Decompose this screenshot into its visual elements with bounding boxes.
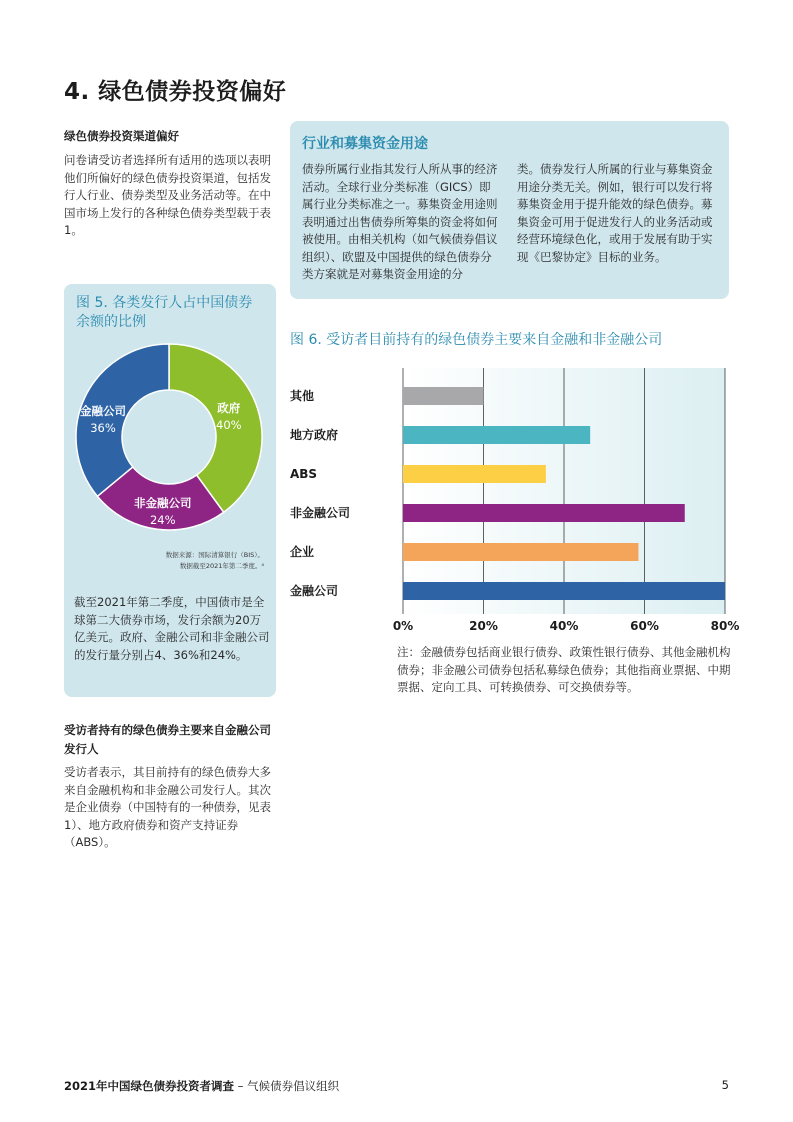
- figure-6-title: 图 6. 受访者目前持有的绿色债券主要来自金融和非金融公司: [290, 332, 663, 348]
- category-label: 地方政府: [290, 428, 339, 442]
- section-heading: 受访者持有的绿色债券主要来自金融公司发行人: [64, 723, 271, 756]
- pie-label-value: 36%: [90, 421, 116, 435]
- section-paragraph: 问卷请受访者选择所有适用的选项以表明他们所偏好的绿色债券投资渠道，包括发行人行业、债券类型及业务活动等。在中国市场上发行的各种绿色债券类型载于表1。: [64, 153, 271, 237]
- x-tick-label: 0%: [392, 619, 414, 633]
- pie-label-government: [216, 400, 242, 434]
- pie-label-value: 24%: [149, 513, 176, 527]
- x-tick-label: 20%: [469, 619, 498, 633]
- footer: [64, 1078, 339, 1094]
- source-line: 数据截至2021年第二季度。⁴: [179, 562, 264, 570]
- figure-5-panel: [64, 284, 276, 697]
- section-paragraph: 受访者表示，其目前持有的绿色债券大多来自金融机构和非金融公司发行人。其次是企业债券（中国特有的一种债券，见表1）、地方政府债券和资产支持证券（ABS）。: [64, 765, 271, 849]
- pie-label-value: 40%: [216, 418, 242, 432]
- donut-hole: [123, 391, 215, 483]
- category-label: 企业: [290, 545, 315, 559]
- section-channel-preference: [64, 127, 276, 240]
- x-tick-label: 80%: [710, 619, 740, 633]
- footer-report-title: 2021年中国绿色债券投资者调查: [64, 1079, 235, 1093]
- category-label: 非金融公司: [290, 506, 351, 520]
- bar-2: [403, 465, 546, 483]
- bar-1: [403, 426, 590, 444]
- category-label: 金融公司: [290, 584, 339, 598]
- green-bond-holdings-bar-chart: [285, 368, 740, 640]
- category-label: 其他: [290, 389, 315, 403]
- footer-organization: – 气候债券倡议组织: [234, 1079, 340, 1093]
- category-label: ABS: [290, 467, 318, 481]
- x-tick-label: 60%: [630, 619, 659, 633]
- bar-5: [403, 582, 725, 600]
- figure-5-source: [166, 550, 264, 572]
- pie-label-name: 政府: [217, 401, 241, 415]
- figure-5-title: 图 5. 各类发行人占中国债券余额的比例: [76, 295, 253, 330]
- section-holdings: [64, 721, 276, 852]
- pie-label-nonfinancial: [134, 495, 192, 529]
- figure-5-description: 截至2021年第二季度，中国债市是全球第二大债券市场，发行余额为20万亿美元。政府、金融公司和非金融公司的发行量分别占4、36%和24%。: [74, 595, 270, 662]
- source-line: 数据来源：国际清算银行（BIS）。: [165, 551, 264, 559]
- callout-column-2: 类。债券发行人所属的行业与募集资金用途分类无关。例如，银行可以发行将募集资金用于提升能效的绿色债券。募集资金可用于促进发行人的业务活动或经营环境绿色化，或用于发展有助于实现《巴黎协定》目标的业务。: [517, 162, 713, 264]
- bar-3: [403, 504, 685, 522]
- bar-4: [403, 543, 638, 561]
- pie-label-name: 非金融公司: [134, 496, 192, 510]
- section-heading: 绿色债券投资渠道偏好: [64, 129, 179, 143]
- callout-industry-proceeds: [290, 121, 729, 299]
- page-number: 5: [721, 1078, 729, 1092]
- page-title: 4. 绿色债券投资偏好: [64, 79, 287, 105]
- bar-0: [403, 387, 484, 405]
- callout-column-1: 债券所属行业指其发行人所从事的经济活动。全球行业分类标准（GICS）即属行业分类标准之一。募集资金用途则表明通过出售债券所筹集的资金将如何被使用。由相关机构（如气候债券倡议组织）、欧盟及中国提供的绿色债券分类方案就是对募集资金用途的分: [302, 162, 498, 281]
- pie-label-name: 金融公司: [80, 404, 126, 418]
- callout-title: 行业和募集资金用途: [302, 136, 428, 152]
- x-tick-label: 40%: [549, 619, 579, 633]
- pie-label-financial: [80, 403, 126, 437]
- figure-6-note: 注：金融债券包括商业银行债券、政策性银行债券、其他金融机构债券；非金融公司债券包括私募绿色债券；其他指商业票据、中期票据、定向工具、可转换债券、可交换债券等。: [397, 645, 731, 694]
